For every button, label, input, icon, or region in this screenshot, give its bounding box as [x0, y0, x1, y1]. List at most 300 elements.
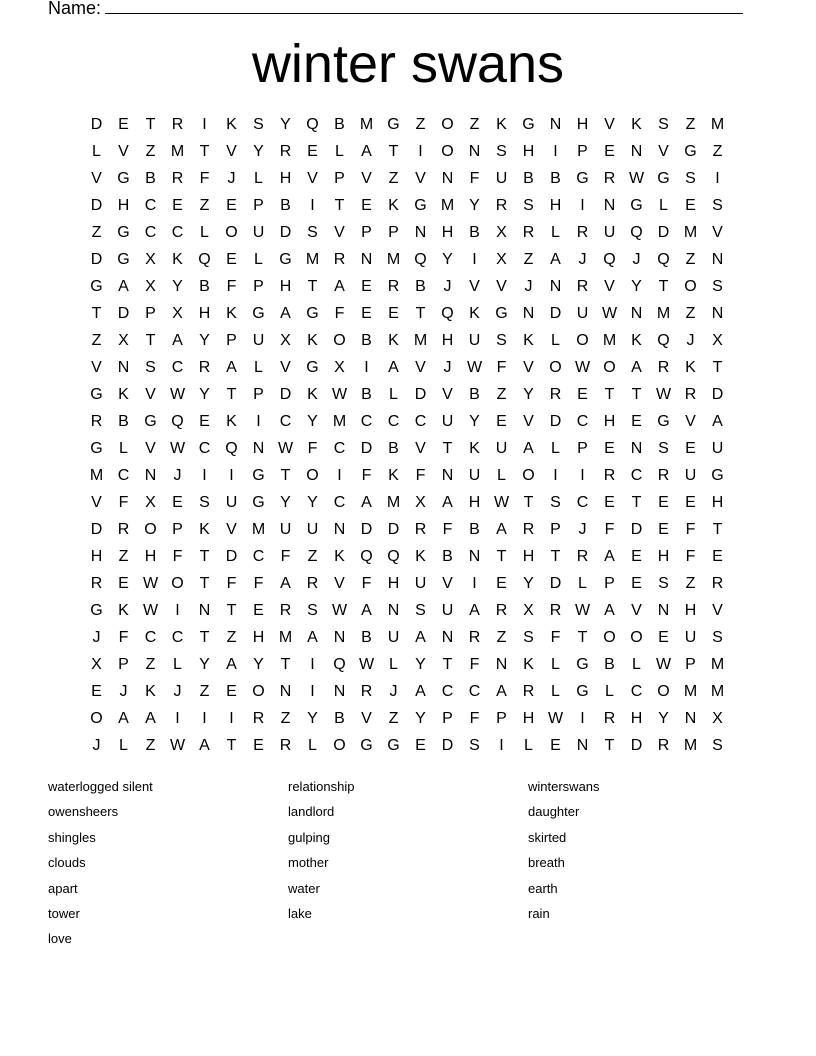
grid-letter: T — [91, 305, 102, 322]
grid-letter: N — [522, 305, 535, 322]
grid-letter: D — [90, 197, 103, 214]
grid-letter: M — [251, 521, 266, 538]
grid-letter: K — [172, 251, 183, 268]
grid-letter: B — [442, 548, 453, 565]
grid-letter: R — [549, 602, 562, 619]
grid-letter: R — [279, 143, 292, 160]
grid-letter: K — [199, 521, 210, 538]
grid-letter: V — [145, 386, 156, 403]
grid-letter: N — [630, 305, 643, 322]
grid-letter: B — [523, 170, 534, 187]
letter-grid — [83, 111, 731, 759]
grid-letter: D — [657, 224, 670, 241]
grid-letter: B — [334, 116, 345, 133]
grid-letter: F — [307, 440, 318, 457]
grid-letter: Z — [199, 197, 210, 214]
grid-letter: N — [603, 197, 616, 214]
grid-letter: N — [144, 467, 157, 484]
grid-letter: U — [711, 440, 724, 457]
grid-letter: O — [306, 467, 319, 484]
grid-letter: Y — [253, 656, 264, 673]
grid-letter: O — [441, 143, 454, 160]
grid-letter: F — [604, 521, 615, 538]
grid-letter: U — [279, 521, 292, 538]
grid-letter: V — [712, 602, 723, 619]
grid-letter: F — [442, 521, 453, 538]
grid-letter: R — [522, 224, 535, 241]
grid-letter: T — [145, 332, 156, 349]
grid-letter: W — [169, 386, 186, 403]
grid-letter: P — [226, 332, 237, 349]
grid-letter: S — [496, 143, 507, 160]
grid-letter: N — [657, 602, 670, 619]
grid-letter: M — [305, 251, 320, 268]
grid-letter: P — [145, 305, 156, 322]
grid-letter: C — [171, 629, 184, 646]
grid-letter: H — [279, 278, 292, 295]
grid-letter: B — [361, 629, 372, 646]
word-list-item: tower — [48, 905, 80, 921]
grid-letter: D — [549, 305, 562, 322]
grid-letter: P — [118, 656, 129, 673]
grid-letter: A — [550, 251, 561, 268]
grid-letter: L — [551, 332, 560, 349]
grid-letter: Y — [523, 386, 534, 403]
grid-letter: V — [91, 170, 102, 187]
grid-letter: T — [334, 197, 345, 214]
grid-letter: Z — [145, 656, 156, 673]
grid-letter: G — [657, 170, 670, 187]
word-list-item: landlord — [288, 804, 335, 820]
name-label: Name: — [48, 0, 102, 18]
grid-letter: J — [173, 467, 182, 484]
grid-letter: D — [90, 521, 103, 538]
grid-letter: L — [389, 656, 398, 673]
grid-letter: V — [658, 143, 669, 160]
grid-letter: M — [656, 305, 671, 322]
grid-letter: A — [604, 548, 615, 565]
grid-letter: R — [522, 683, 535, 700]
grid-letter: V — [442, 386, 453, 403]
grid-letter: R — [576, 548, 589, 565]
grid-letter: M — [683, 224, 698, 241]
grid-letter: U — [603, 224, 616, 241]
grid-letter: F — [280, 548, 291, 565]
grid-letter: B — [361, 332, 372, 349]
grid-letter: W — [574, 602, 591, 619]
grid-letter: P — [361, 224, 372, 241]
grid-letter: V — [226, 521, 237, 538]
grid-letter: Y — [307, 710, 318, 727]
grid-letter: I — [580, 467, 585, 484]
grid-letter: B — [415, 278, 426, 295]
grid-letter: F — [226, 278, 237, 295]
grid-letter: U — [576, 305, 589, 322]
grid-letter: R — [576, 278, 589, 295]
grid-letter: Q — [360, 548, 373, 565]
grid-letter: W — [331, 602, 348, 619]
grid-letter: Y — [307, 413, 318, 430]
grid-letter: I — [364, 359, 369, 376]
word-list-item: clouds — [48, 855, 86, 871]
grid-letter: Q — [306, 116, 319, 133]
name-underline — [105, 0, 743, 14]
grid-letter: U — [495, 440, 508, 457]
grid-letter: D — [387, 521, 400, 538]
grid-letter: N — [198, 602, 211, 619]
grid-letter: P — [550, 521, 561, 538]
grid-letter: E — [253, 737, 264, 754]
grid-letter: O — [522, 467, 535, 484]
grid-letter: W — [358, 656, 375, 673]
grid-letter: Y — [415, 656, 426, 673]
word-list-item: love — [48, 931, 72, 947]
grid-letter: M — [683, 737, 698, 754]
grid-letter: J — [92, 737, 101, 754]
grid-letter: P — [604, 575, 615, 592]
grid-letter: V — [334, 575, 345, 592]
grid-letter: R — [360, 683, 373, 700]
grid-letter: G — [90, 602, 103, 619]
grid-letter: L — [173, 656, 182, 673]
grid-letter: Y — [280, 494, 291, 511]
grid-letter: T — [145, 116, 156, 133]
grid-letter: E — [91, 683, 102, 700]
grid-letter: B — [604, 656, 615, 673]
grid-letter: N — [387, 602, 400, 619]
grid-letter: R — [495, 197, 508, 214]
grid-letter: T — [523, 494, 534, 511]
grid-letter: W — [493, 494, 510, 511]
grid-letter: U — [684, 467, 697, 484]
grid-letter: O — [144, 521, 157, 538]
grid-letter: N — [333, 683, 346, 700]
grid-letter: V — [334, 224, 345, 241]
grid-letter: R — [387, 278, 400, 295]
grid-letter: M — [683, 683, 698, 700]
grid-letter: R — [198, 359, 211, 376]
grid-letter: F — [199, 170, 210, 187]
grid-letter: Q — [657, 332, 670, 349]
grid-letter: G — [522, 116, 535, 133]
grid-letter: N — [495, 656, 508, 673]
grid-letter: U — [468, 467, 481, 484]
grid-letter: T — [712, 521, 723, 538]
grid-letter: E — [577, 386, 588, 403]
grid-letter: T — [226, 737, 237, 754]
grid-letter: N — [468, 143, 481, 160]
grid-letter: F — [415, 467, 426, 484]
grid-letter: L — [659, 197, 668, 214]
grid-letter: K — [307, 332, 318, 349]
grid-letter: R — [279, 737, 292, 754]
grid-letter: Q — [171, 413, 184, 430]
grid-letter: X — [145, 494, 156, 511]
word-list-item: apart — [48, 880, 78, 896]
grid-letter: W — [601, 305, 618, 322]
grid-letter: O — [333, 332, 346, 349]
grid-letter: A — [334, 278, 345, 295]
grid-letter: N — [252, 440, 265, 457]
grid-letter: I — [175, 710, 180, 727]
grid-letter: Y — [199, 332, 210, 349]
grid-letter: Y — [307, 494, 318, 511]
grid-letter: G — [252, 494, 265, 511]
grid-letter: T — [226, 602, 237, 619]
grid-letter: T — [388, 143, 399, 160]
grid-letter: S — [253, 116, 264, 133]
grid-letter: S — [658, 575, 669, 592]
grid-letter: J — [632, 251, 641, 268]
grid-letter: R — [603, 170, 616, 187]
grid-letter: O — [657, 683, 670, 700]
grid-letter: T — [631, 386, 642, 403]
grid-letter: G — [711, 467, 724, 484]
grid-letter: C — [576, 413, 589, 430]
grid-letter: C — [198, 440, 211, 457]
grid-letter: L — [335, 143, 344, 160]
grid-letter: G — [279, 251, 292, 268]
grid-letter: H — [279, 170, 292, 187]
grid-letter: F — [361, 575, 372, 592]
grid-letter: T — [631, 494, 642, 511]
grid-letter: S — [307, 602, 318, 619]
grid-letter: V — [307, 170, 318, 187]
grid-letter: P — [253, 386, 264, 403]
grid-letter: I — [256, 413, 261, 430]
grid-letter: P — [388, 224, 399, 241]
grid-letter: M — [170, 143, 185, 160]
grid-letter: R — [603, 467, 616, 484]
grid-letter: C — [171, 224, 184, 241]
grid-letter: I — [202, 467, 207, 484]
grid-letter: A — [226, 359, 237, 376]
word-column — [48, 777, 268, 955]
grid-letter: M — [386, 494, 401, 511]
grid-letter: T — [604, 737, 615, 754]
grid-letter: O — [603, 629, 616, 646]
grid-letter: N — [549, 278, 562, 295]
grid-letter: A — [280, 575, 291, 592]
grid-letter: W — [466, 359, 483, 376]
grid-letter: R — [576, 224, 589, 241]
grid-letter: B — [361, 386, 372, 403]
grid-letter: U — [306, 521, 319, 538]
grid-letter: S — [712, 278, 723, 295]
grid-letter: C — [117, 467, 130, 484]
grid-letter: T — [496, 548, 507, 565]
grid-letter: K — [685, 359, 696, 376]
grid-letter: R — [684, 386, 697, 403]
grid-letter: R — [657, 359, 670, 376]
grid-letter: P — [172, 521, 183, 538]
grid-letter: H — [549, 197, 562, 214]
grid-letter: G — [90, 386, 103, 403]
name-field — [48, 0, 743, 19]
grid-letter: G — [387, 737, 400, 754]
grid-letter: O — [333, 737, 346, 754]
grid-letter: J — [578, 251, 587, 268]
grid-letter: D — [441, 737, 454, 754]
grid-letter: Z — [469, 116, 480, 133]
grid-letter: W — [628, 170, 645, 187]
grid-letter: H — [117, 197, 130, 214]
grid-letter: N — [711, 305, 724, 322]
grid-letter: E — [226, 251, 237, 268]
grid-letter: B — [550, 170, 561, 187]
grid-letter: P — [577, 440, 588, 457]
grid-letter: W — [169, 737, 186, 754]
grid-letter: F — [118, 494, 129, 511]
grid-letter: Y — [469, 197, 480, 214]
grid-letter: L — [578, 575, 587, 592]
grid-letter: A — [469, 602, 480, 619]
grid-letter: I — [553, 467, 558, 484]
grid-letter: T — [442, 440, 453, 457]
grid-letter: X — [415, 494, 426, 511]
grid-letter: W — [277, 440, 294, 457]
grid-letter: P — [253, 278, 264, 295]
grid-letter: O — [603, 359, 616, 376]
grid-letter: K — [523, 332, 534, 349]
grid-letter: U — [414, 575, 427, 592]
grid-letter: B — [469, 386, 480, 403]
grid-letter: E — [685, 440, 696, 457]
grid-letter: G — [387, 116, 400, 133]
grid-letter: U — [441, 602, 454, 619]
grid-letter: M — [440, 197, 455, 214]
grid-letter: X — [523, 602, 534, 619]
grid-letter: V — [415, 440, 426, 457]
grid-letter: E — [631, 575, 642, 592]
grid-letter: O — [90, 710, 103, 727]
grid-letter: A — [280, 305, 291, 322]
grid-letter: E — [172, 197, 183, 214]
grid-letter: N — [684, 710, 697, 727]
grid-letter: X — [496, 224, 507, 241]
grid-letter: D — [117, 305, 130, 322]
grid-letter: I — [580, 710, 585, 727]
grid-letter: M — [710, 683, 725, 700]
grid-letter: M — [278, 629, 293, 646]
grid-letter: M — [602, 332, 617, 349]
grid-letter: K — [226, 116, 237, 133]
grid-letter: R — [252, 710, 265, 727]
grid-letter: D — [549, 575, 562, 592]
grid-letter: Y — [199, 386, 210, 403]
grid-letter: A — [361, 494, 372, 511]
grid-letter: D — [549, 413, 562, 430]
grid-letter: H — [684, 602, 697, 619]
grid-letter: N — [333, 629, 346, 646]
grid-letter: O — [441, 116, 454, 133]
grid-letter: G — [306, 305, 319, 322]
grid-letter: L — [551, 683, 560, 700]
grid-letter: V — [469, 278, 480, 295]
grid-letter: H — [198, 305, 211, 322]
grid-letter: Z — [685, 575, 696, 592]
grid-letter: W — [655, 656, 672, 673]
grid-letter: D — [90, 251, 103, 268]
grid-letter: V — [91, 494, 102, 511]
grid-letter: L — [200, 224, 209, 241]
grid-letter: I — [310, 683, 315, 700]
grid-letter: W — [331, 386, 348, 403]
grid-letter: F — [253, 575, 264, 592]
grid-letter: O — [171, 575, 184, 592]
grid-letter: U — [252, 224, 265, 241]
grid-letter: T — [604, 386, 615, 403]
grid-letter: Z — [685, 116, 696, 133]
grid-letter: R — [468, 629, 481, 646]
grid-letter: V — [361, 170, 372, 187]
grid-letter: F — [172, 548, 183, 565]
grid-letter: V — [280, 359, 291, 376]
word-list-item: waterlogged silent — [48, 779, 153, 794]
grid-letter: H — [441, 332, 454, 349]
grid-letter: L — [524, 737, 533, 754]
grid-letter: X — [145, 251, 156, 268]
grid-letter: E — [226, 683, 237, 700]
grid-letter: F — [226, 575, 237, 592]
grid-letter: I — [310, 197, 315, 214]
grid-letter: W — [547, 710, 564, 727]
grid-letter: V — [415, 359, 426, 376]
grid-letter: I — [310, 656, 315, 673]
grid-letter: B — [334, 710, 345, 727]
grid-letter: E — [658, 494, 669, 511]
grid-letter: T — [280, 656, 291, 673]
grid-letter: L — [551, 224, 560, 241]
grid-letter: L — [605, 683, 614, 700]
grid-letter: L — [254, 251, 263, 268]
grid-letter: Q — [387, 548, 400, 565]
grid-letter: D — [360, 521, 373, 538]
grid-letter: C — [171, 359, 184, 376]
grid-letter: G — [90, 440, 103, 457]
grid-letter: C — [630, 467, 643, 484]
grid-letter: P — [685, 656, 696, 673]
grid-letter: S — [658, 116, 669, 133]
grid-letter: O — [576, 332, 589, 349]
grid-letter: Q — [414, 251, 427, 268]
grid-letter: C — [360, 413, 373, 430]
word-list-item: rain — [528, 905, 550, 921]
grid-letter: Y — [172, 278, 183, 295]
grid-letter: X — [172, 305, 183, 322]
grid-letter: S — [199, 494, 210, 511]
grid-letter: B — [199, 278, 210, 295]
grid-letter: D — [360, 440, 373, 457]
grid-letter: G — [495, 305, 508, 322]
grid-letter: X — [91, 656, 102, 673]
word-list-item: earth — [528, 880, 558, 896]
grid-letter: Y — [199, 656, 210, 673]
grid-letter: K — [631, 332, 642, 349]
grid-letter: R — [117, 521, 130, 538]
grid-letter: T — [307, 278, 318, 295]
grid-letter: G — [576, 683, 589, 700]
grid-letter: G — [576, 656, 589, 673]
grid-letter: G — [414, 197, 427, 214]
grid-letter: E — [361, 278, 372, 295]
grid-letter: P — [334, 170, 345, 187]
grid-letter: S — [307, 224, 318, 241]
grid-letter: U — [387, 629, 400, 646]
grid-letter: K — [496, 116, 507, 133]
grid-letter: J — [389, 683, 398, 700]
grid-letter: S — [712, 737, 723, 754]
